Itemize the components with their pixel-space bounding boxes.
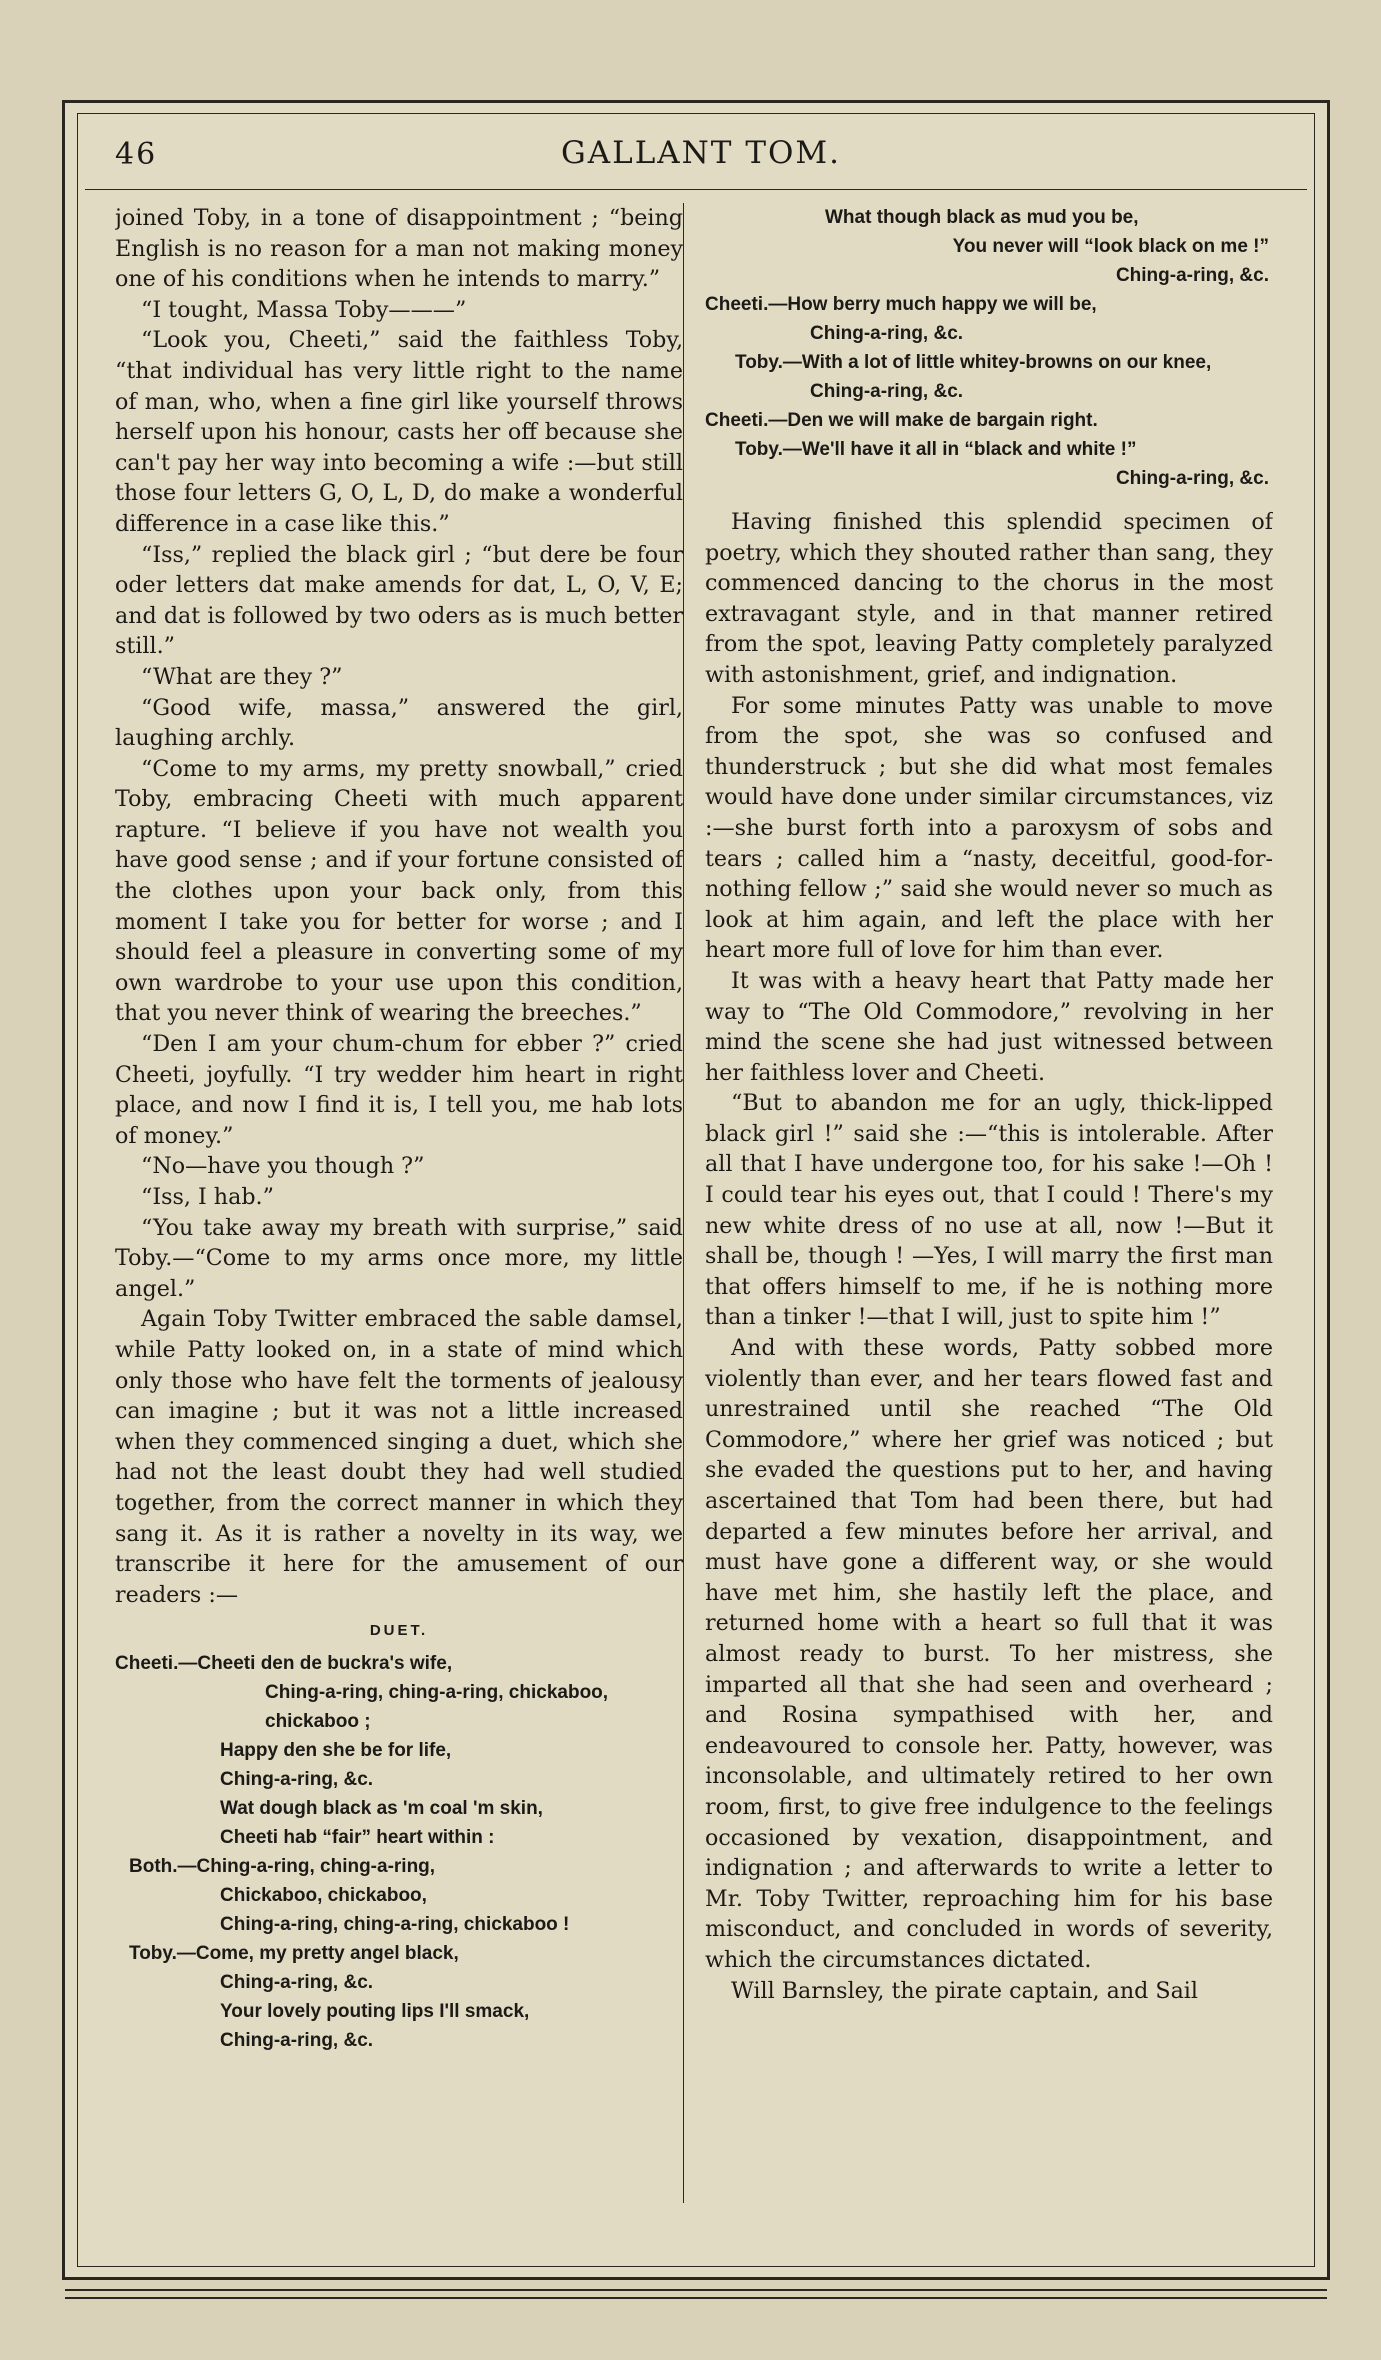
page-sheet bbox=[62, 100, 1330, 2280]
verse-line: Cheeti hab “fair” heart within : bbox=[220, 1826, 495, 1848]
verse-line: Your lovely pouting lips I'll smack, bbox=[220, 2000, 530, 2022]
duet-verse bbox=[115, 1649, 683, 2055]
verse-line: Ching-a-ring, &c. bbox=[220, 1768, 374, 1790]
duet-verse-continued bbox=[705, 203, 1273, 493]
paragraph: “Good wife, massa,” answered the girl, laughing archly. bbox=[115, 694, 683, 752]
verse-line: Toby.—Come, my pretty angel black, bbox=[129, 1942, 459, 1964]
verse-line: Toby.—We'll have it all in “black and white !” bbox=[735, 439, 1137, 460]
paragraph: For some minutes Patty was unable to move from the spot, she was so confused and thunderstruck ; but she did what most females would have done under similar circumstances, viz :—she burst forth into a paroxysm of sobs and tears ; called him a “nasty, deceitful, good-for-nothing fellow ;” said she would never so much as look at him again, and left the place with her heart more full of love for him than ever. bbox=[705, 692, 1273, 964]
left-column bbox=[115, 203, 683, 2203]
verse-line: Ching-a-ring, &c. bbox=[810, 323, 964, 344]
verse-line: Ching-a-ring, &c. bbox=[220, 1971, 374, 1993]
verse-line: Chickaboo, chickaboo, bbox=[220, 1884, 427, 1906]
page-header bbox=[115, 131, 1287, 181]
verse-line: Ching-a-ring, &c. bbox=[220, 2029, 374, 2051]
paragraph: “But to abandon me for an ugly, thick-lipped black girl !” said she :—“this is intolerable. After all that I have undergone too, for his sake !—Oh ! I could tear his eyes out, that I could ! There's my new white dress of no use at all, now !—But it shall be, though ! —Yes, I will marry the first man that offers himself to me, if he is nothing more than a tinker !—that I will, just to spite him !” bbox=[705, 1090, 1273, 1331]
verse-line: Ching-a-ring, &c. bbox=[810, 381, 964, 402]
paragraph: “Iss, I hab.” bbox=[141, 1184, 274, 1210]
right-column bbox=[705, 203, 1273, 2203]
duet-heading: DUET. bbox=[369, 1622, 429, 1640]
bottom-rule bbox=[65, 2289, 1327, 2291]
verse-line: Ching-a-ring, ching-a-ring, chickaboo ! bbox=[220, 1913, 570, 1935]
verse-line: Wat dough black as 'm coal 'm skin, bbox=[220, 1797, 543, 1819]
paragraph: “Iss,” replied the black girl ; “but dere be four oder letters dat make amends for dat, L, O, V, E; and dat is followed by two oders as is much better still.” bbox=[115, 541, 683, 660]
paragraph: “You take away my breath with surprise,” said Toby.—“Come to my arms once more, my little angel.” bbox=[115, 1214, 683, 1302]
paragraph: “Den I am your chum-chum for ebber ?” cried Cheeti, joyfully. “I try wedder him heart in right place, and now I find it is, I tell you, me hab lots of money.” bbox=[115, 1031, 683, 1149]
paragraph: And with these words, Patty sobbed more violently than ever, and her tears flowed fast and unrestrained until she reached “The Old Commodore,” where her grief was noticed ; but she evaded the questions put to her, and having ascertained that Tom had been there, but had departed a few minutes before her arrival, and must have gone a different way, or she would have met him, she hastily left the place, and returned home with a heart so full that it was almost ready to burst. To her mistress, she imparted all that she had seen and overheard ; and Rosina sympathised with her, and endeavoured to console her. Patty, however, was inconsolable, and ultimately retired to her own room, first, to give free indulgence to the feelings occasioned by vexation, disappointment, and indignation ; and afterwards to write a letter to Mr. Toby Twitter, reproaching him for his base misconduct, and concluded in words of severity, which the circumstances dictated. bbox=[705, 1335, 1273, 1973]
verse-line: Cheeti.—How berry much happy we will be, bbox=[705, 294, 1097, 315]
verse-line: What though black as mud you be, bbox=[825, 207, 1139, 228]
column-divider bbox=[683, 203, 684, 2203]
paragraph: “Look you, Cheeti,” said the faithless Toby, “that individual has very little right to the name of man, who, when a fine girl like yourself throws herself upon his honour, casts her off because she can't pay her way into becoming a wife :—but still those four letters G, O, L, D, do make a wonderful difference in a case like this.” bbox=[115, 327, 683, 537]
paragraph: joined Toby, in a tone of disappointment ; “being English is no reason for a man not making money one of his conditions when he intends to marry.” bbox=[115, 205, 683, 293]
paragraph: Again Toby Twitter embraced the sable damsel, while Patty looked on, in a state of mind which only those who have felt the torments of jealousy can imagine ; but it was not a little increased when they commenced singing a duet, which she had not the least doubt they had well studied together, from the correct manner in which they sang it. As it is rather a novelty in its way, we transcribe it here for the amusement of our readers :— bbox=[115, 1306, 683, 1608]
paragraph: Having finished this splendid specimen of poetry, which they shouted rather than sang, they commenced dancing to the chorus in the most extravagant style, and in that manner retired from the spot, leaving Patty completely paralyzed with astonishment, grief, and indignation. bbox=[705, 509, 1273, 688]
paragraph: “No—have you though ?” bbox=[141, 1153, 425, 1180]
paragraph: “Come to my arms, my pretty snowball,” cried Toby, embracing Cheeti with much apparent rapture. “I believe if you have not wealth you have good sense ; and if your fortune consisted of the clothes upon your back only, from this moment I take you for better for worse ; and I should feel a pleasure in converting some of my own wardrobe to your use upon this condition, that you never think of wearing the breeches.” bbox=[115, 755, 683, 1027]
verse-line: Happy den she be for life, bbox=[220, 1739, 452, 1761]
paragraph: “I tought, Massa Toby———” bbox=[141, 296, 467, 323]
running-title: GALLANT TOM. bbox=[560, 135, 842, 171]
header-rule bbox=[85, 189, 1307, 190]
verse-line: Ching-a-ring, ching-a-ring, chickaboo, chickaboo ; bbox=[265, 1681, 609, 1732]
paragraph: “What are they ?” bbox=[141, 663, 343, 690]
bottom-rule bbox=[65, 2297, 1327, 2299]
paragraph: Will Barnsley, the pirate captain, and Sail bbox=[731, 1977, 1198, 2004]
verse-line: Ching-a-ring, &c. bbox=[1115, 468, 1269, 489]
verse-line: Ching-a-ring, &c. bbox=[1115, 265, 1269, 286]
verse-line: Toby.—With a lot of little whitey-browns on our knee, bbox=[735, 352, 1212, 373]
verse-line: You never will “look black on me !” bbox=[952, 236, 1269, 257]
verse-line: Both.—Ching-a-ring, ching-a-ring, bbox=[129, 1855, 436, 1877]
verse-line: Cheeti.—Den we will make de bargain right. bbox=[705, 410, 1098, 431]
verse-line: Cheeti.—Cheeti den de buckra's wife, bbox=[115, 1652, 453, 1674]
paragraph: It was with a heavy heart that Patty made her way to “The Old Commodore,” revolving in her mind the scene she had just witnessed between her faithless lover and Cheeti. bbox=[705, 967, 1273, 1086]
page-number: 46 bbox=[115, 137, 158, 172]
